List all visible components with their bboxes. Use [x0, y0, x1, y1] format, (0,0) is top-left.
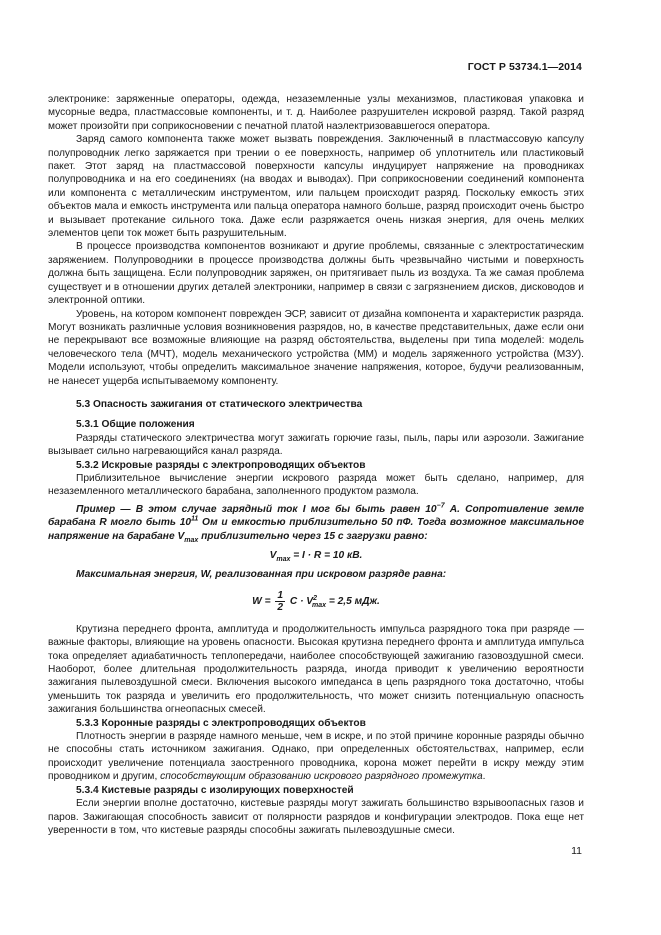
section-heading-5-3: 5.3 Опасность зажигания от статического электричества	[76, 398, 363, 410]
fraction: $\frac{1}{2}$	[277, 589, 284, 613]
paragraph: Если энергии вполне достаточно, кистевые разряды могут зажигать большинство взрывоопасных газов и паров. Зажигающая способность зависит от полярности разрядов и конфигурации электродов. Пока еще нет уверенности в том, что кистевые разряды способны зажигать пылевоздушные смеси.	[48, 798, 584, 836]
page-number: 11	[571, 845, 582, 857]
energy-intro: Максимальная энергия, W, реализованная при искровом разряде равна:	[76, 569, 447, 581]
paragraph: Крутизна переднего фронта, амплитуда и продолжительность импульса разрядного тока при разряде — важные факторы, влияющие на уровень опасности. Высокая крутизна переднего фронта и амплитуда импульса тока определяет адиабатичность теплопередачи, наиболее способствующей зажиганию газовоздушной смеси. Наоборот, более длительная продолжительность разряда, иногда приводит к увеличению вероятности зажигания пылевоздушной смеси. Включения высокого импеданса в цепь разрядного тока достаточно, чтобы уменьшить ток разряда и увеличить его продолжительность, что может снизить потенциальную опасность зажигания большинства огнеопасных смесей.	[48, 623, 584, 716]
formula-vmax: $V_{max} = I \cdot R = 10$ кВ.	[269, 550, 363, 564]
paragraph: Заряд самого компонента также может вызвать повреждения. Заключенный в пластмассовую капсулу полупроводник легко заряжается при трении о ее поверхность, например об уплотнитель или пластиковый пакет. Этот заряд на пластмассовой поверхности капсулы индуцирует напряжение на проводниках полупроводника и на его соединениях (на вводах и выводах). При соприкосновении соединений компонента или компонента с металлическим инструментом, или пальцем происходит разряд. Поскольку емкость этих объектов мала и емкость инструмента или пальца оператора намного больше, разряд происходит очень быстро и вызывает протекание сильного тока. Даже если разряжается очень низкая энергия, для очень мелких элементов цепи ток может быть разрушительным.	[48, 134, 584, 240]
paragraph: электронике: заряженные операторы, одежда, незаземленные узлы механизмов, пластиковая упаковка и мусорные ведра, пластмассовые компоненты, и т. д. Наиболее разрушителен искровой разряд. Такой разряд может произойти при соприкосновении с печатной платой наэлектризовавшегося оператора.	[48, 94, 584, 132]
section-heading-5-3-1: 5.3.1 Общие положения	[76, 419, 195, 431]
document-id: ГОСТ Р 53734.1—2014	[467, 61, 582, 73]
document-body	[48, 93, 584, 837]
paragraph: Приблизительное вычисление энергии искрового разряда может быть сделано, например, для незаземленного металлического барабана, заполненного продуктом размола.	[48, 472, 584, 498]
section-heading-5-3-2: 5.3.2 Искровые разряды с электропроводящих объектов	[76, 459, 366, 471]
formula-energy: W = $\frac{1}{2}$ $C \cdot V^2_{max} = 2,5$ мДж.	[252, 589, 380, 613]
section-heading-5-3-4: 5.3.4 Кистевые разряды с изолирующих поверхностей	[76, 784, 354, 796]
section-heading-5-3-3: 5.3.3 Коронные разряды с электропроводящих объектов	[76, 717, 366, 729]
paragraph: Уровень, на котором компонент поврежден ЭСР, зависит от дизайна компонента и характеристик разряда. Могут возникать различные условия возникновения разрядов, но, в качестве представительных, даже если они не перекрывают все возможные влияющие на разряд обстоятельства, выделены при типа моделей: модель человеческого тела (МЧТ), модель механического устройства (ММ) и модель заряженного устройства (МЗУ). Модели используют, чтобы определить максимальное значение напряжения, которое, будучи реализованным, не нанесет ущерба испытываемому компоненту.	[48, 308, 584, 387]
example-paragraph: Пример — В этом случае зарядный ток I мог бы быть равен $10^{-7}$ А. Сопротивление земле барабана R могло быть $10^{11}$ Ом и емкостью приблизительно 50 пФ. Тогда возможное максимальное напряжение на барабане $V_{max}$ приблизительно через 15 с загрузки равно:	[48, 502, 584, 544]
paragraph: Плотность энергии в разряде намного меньше, чем в искре, и по этой причине коронные разряды обычно не способны стать источником зажигания. Однако, при определенных обстоятельствах, например, если происходит увеличение потенциала заостренного проводника, корона может перейти в искру между этим проводником и другим, способствующим образованию искрового разрядного промежутка.	[48, 731, 584, 783]
paragraph: В процессе производства компонентов возникают и другие проблемы, связанные с электростатическим заряжением. Полупроводники в процессе производства должны быть чрезвычайно чистыми и поверхность должна быть защищена. Если полупроводник заряжен, он притягивает пыль из воздуха. Та же самая проблема существует и в отношении других деталей электроники, например в связи с загрязнением дисков, дисководов и электронной оптики.	[48, 241, 584, 307]
paragraph: Разряды статического электричества могут зажигать горючие газы, пыль, пары или аэрозоли. Зажигание вызывает сильно нагревающийся канал разряда.	[48, 432, 584, 458]
